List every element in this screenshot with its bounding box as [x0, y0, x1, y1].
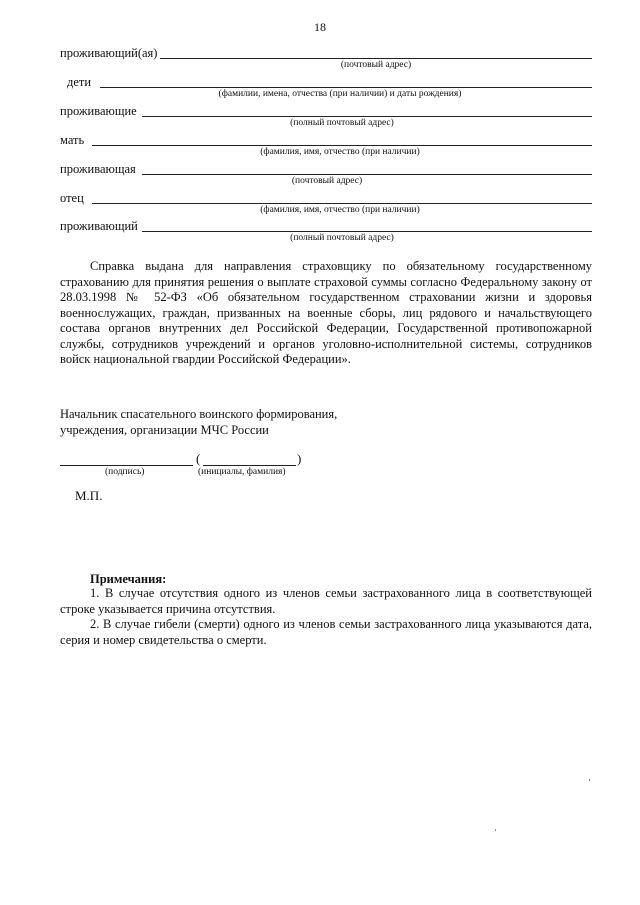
field-label-father: отец: [60, 191, 84, 205]
signature-hint: (подпись): [105, 467, 145, 477]
notes-title: Примечания:: [90, 572, 167, 586]
field-hint-resident-male: (полный почтовый адрес): [290, 233, 394, 243]
scan-speck: [495, 829, 496, 831]
initials-line[interactable]: [203, 465, 296, 466]
field-hint-father: (фамилия, имя, отчество (при наличии): [260, 205, 420, 215]
initials-open-paren: (: [196, 451, 201, 466]
signatory-title: [60, 406, 337, 438]
scan-speck: [589, 779, 590, 781]
field-hint-children: (фамилии, имена, отчества (при наличии) и даты рождения): [218, 89, 462, 99]
field-line-resident-male[interactable]: [142, 231, 592, 232]
field-line-residents[interactable]: [142, 116, 592, 117]
initials-hint: (инициалы, фамилия): [198, 467, 286, 477]
certificate-text: Справка выдана для направления страховщику по обязательному государственному страхованию для принятия решения о выплате страховой суммы согласно Федеральному закону от 28.03.1998 № 52-ФЗ «Об обязательном государственном страховании жизни и здоровья военнослужащих, граждан, призванных на военные сборы, лиц рядового и начальствующего состава органов внутренних дел Российской Федерации, Государственной противопожарной службы, сотрудников учреждений и органов уголовно-исполнительной системы, сотрудников войск национальной гвардии Российской Федерации».: [60, 259, 592, 366]
field-line-resident-female[interactable]: [142, 174, 592, 175]
page-number: 18: [314, 20, 326, 34]
field-hint-residents: (полный почтовый адрес): [290, 118, 394, 128]
field-label-children: дети: [67, 75, 92, 89]
stamp-place: М.П.: [75, 488, 103, 503]
field-label-resident-female: проживающая: [60, 162, 136, 176]
field-line-children[interactable]: [100, 87, 592, 88]
signature-line[interactable]: [60, 465, 193, 466]
field-line-father[interactable]: [92, 203, 592, 204]
signatory-title-line2: учреждения, организации МЧС России: [60, 423, 269, 437]
signatory-title-line1: Начальник спасательного воинского формирования,: [60, 407, 338, 421]
field-label-residents: проживающие: [60, 104, 137, 118]
note-item-1: 1. В случае отсутствия одного из членов семьи застрахованного лица в соответствующей строке указывается причина отсутствия.: [60, 586, 592, 616]
field-hint-resident: (почтовый адрес): [340, 60, 412, 70]
field-hint-resident-female: (почтовый адрес): [291, 176, 363, 186]
note-item-2: 2. В случае гибели (смерти) одного из членов семьи застрахованного лица указываются дата, серия и номер свидетельства о смерти.: [60, 617, 592, 647]
field-line-mother[interactable]: [92, 145, 592, 146]
field-hint-mother: (фамилия, имя, отчество (при наличии): [260, 147, 420, 157]
field-label-mother: мать: [60, 133, 85, 147]
field-label-resident-male: проживающий: [60, 219, 138, 233]
field-label-resident: проживающий(ая): [60, 46, 158, 60]
field-line-resident[interactable]: [160, 58, 592, 59]
initials-close-paren: ): [297, 451, 302, 466]
